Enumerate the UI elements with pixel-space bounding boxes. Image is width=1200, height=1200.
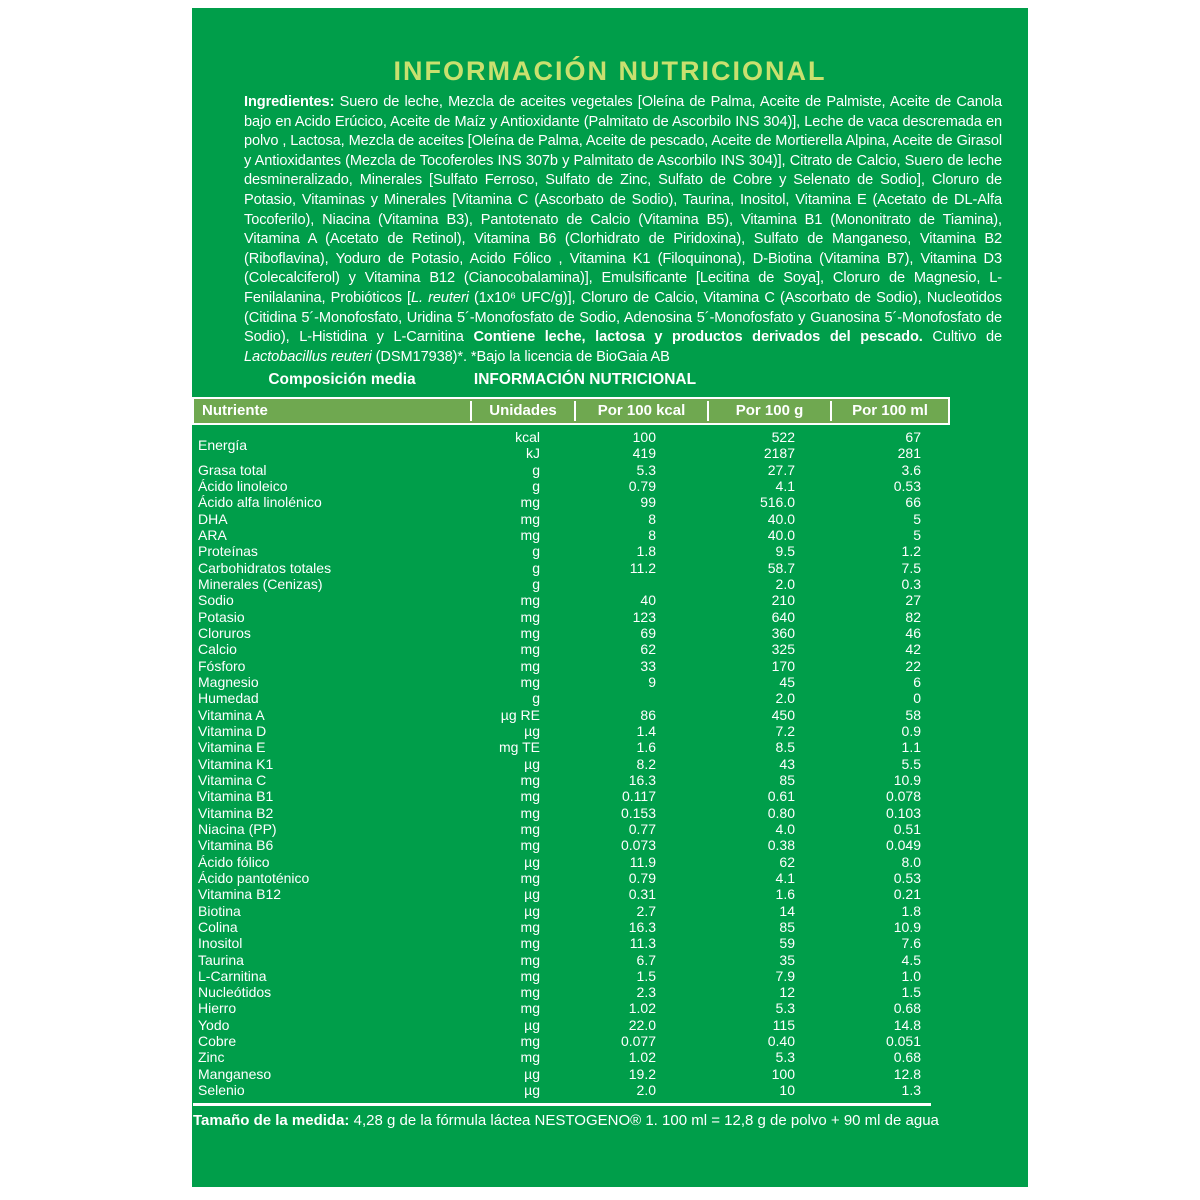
per-100-g-cell: 5.3 (775, 1000, 795, 1017)
per-100-kcal-cell: 33 (640, 657, 656, 674)
nutrient-name-cell: Vitamina A (198, 706, 265, 723)
nutrient-name-cell: Humedad (198, 690, 259, 707)
per-100-kcal-cell: 0.79 (628, 869, 656, 886)
per-100-ml-cell: 58 (905, 706, 921, 723)
per-100-ml-cell: 42 (905, 641, 921, 658)
nutrient-name-cell: DHA (198, 510, 228, 527)
table-row (192, 674, 950, 690)
unit-cell: kcal (515, 429, 540, 445)
nutrient-name-cell: Ácido fólico (198, 853, 270, 870)
per-100-ml-cell: 281 (897, 445, 921, 462)
unit-cell: mg (520, 788, 540, 805)
per-100-kcal-cell: 11.9 (629, 853, 656, 870)
per-100-kcal-cell: 0.077 (620, 1033, 656, 1050)
nutrient-name-cell: Selenio (198, 1082, 245, 1099)
nutrient-name-cell: Manganeso (198, 1065, 272, 1082)
table-row (192, 772, 950, 788)
unit-cell: mg (520, 771, 540, 788)
nutrient-name-cell: ARA (198, 526, 227, 543)
unit-cell: kJ (526, 445, 540, 462)
cultivo-suffix: (DSM17938)*. (371, 348, 467, 365)
table-row (192, 690, 950, 706)
per-100-ml-cell: 0.68 (893, 1049, 921, 1066)
unit-cell: µg (524, 755, 540, 772)
per-100-g-cell: 170 (771, 657, 795, 674)
nutrient-name-cell: Niacina (PP) (198, 820, 277, 837)
per-100-g-cell: 5.3 (775, 1049, 795, 1066)
per-100-kcal-cell: 86 (640, 706, 656, 723)
per-100-ml-cell: 0.3 (901, 575, 921, 592)
license-note: *Bajo la licencia de BioGaia AB (466, 348, 670, 365)
nutrient-name-cell: Cloruros (198, 624, 251, 641)
per-100-kcal-cell: 11.2 (629, 559, 656, 576)
table-row (192, 870, 950, 886)
per-100-kcal-cell: 0.153 (620, 804, 656, 821)
unit-cell: mg (520, 820, 540, 837)
per-100-ml-cell: 0.51 (893, 820, 921, 837)
energy-row-label: Energía (198, 437, 248, 453)
per-100-kcal-cell: 123 (632, 608, 656, 625)
per-100-g-cell: 40.0 (767, 526, 795, 543)
per-100-kcal-cell (540, 576, 656, 592)
per-100-kcal-cell: 9 (648, 673, 656, 690)
unit-cell: µg (524, 1082, 540, 1099)
per-100-ml-cell: 0.53 (893, 477, 921, 494)
ingredients-lreuteri-italic: L. reuteri (410, 289, 469, 306)
nutrient-name-cell: Proteínas (198, 543, 258, 560)
per-100-g-cell: 360 (771, 624, 795, 641)
table-row (192, 658, 950, 674)
per-100-kcal-cell: 6.7 (636, 951, 656, 968)
column-header-nutrient: Nutriente (202, 402, 268, 419)
unit-cell: mg (520, 592, 540, 609)
per-100-g-cell: 325 (771, 641, 795, 658)
ingredients-label: Ingredientes: (244, 94, 335, 110)
per-100-g-cell: 1.6 (775, 886, 795, 903)
unit-cell: µg (524, 722, 540, 739)
per-100-ml-cell: 4.5 (901, 951, 921, 968)
table-row (192, 935, 950, 951)
per-100-ml-cell: 0.049 (885, 837, 921, 854)
per-100-g-cell: 35 (779, 951, 795, 968)
nutrient-name-cell: Fósforo (198, 657, 246, 674)
per-100-kcal-cell: 11.3 (629, 935, 656, 952)
table-row (192, 919, 950, 935)
nutrient-name-cell: L-Carnitina (198, 967, 267, 984)
nutrient-name-cell: Inositol (198, 935, 243, 952)
per-100-ml-cell: 27 (905, 592, 921, 609)
unit-cell: mg (520, 918, 540, 935)
per-100-g-cell: 516.0 (759, 494, 795, 511)
table-row (192, 1017, 950, 1033)
table-section-title: INFORMACIÓN NUTRICIONAL (473, 371, 697, 388)
nutrient-name-cell: Vitamina D (198, 722, 267, 739)
per-100-g-cell: 7.2 (775, 722, 795, 739)
per-100-g-cell: 100 (771, 1065, 795, 1082)
table-row (192, 527, 950, 543)
unit-cell: g (532, 477, 540, 494)
unit-cell: mg (520, 526, 540, 543)
per-100-ml-cell: 0.68 (893, 1000, 921, 1017)
nutrient-name-cell: Vitamina B6 (198, 837, 274, 854)
unit-cell: mg (520, 837, 540, 854)
per-100-ml-cell: 46 (905, 624, 921, 641)
unit-cell: µg (524, 1016, 540, 1033)
table-row (192, 756, 950, 772)
table-row (192, 854, 950, 870)
unit-cell: mg TE (499, 739, 540, 756)
per-100-ml-cell: 0 (913, 690, 921, 707)
per-100-g-cell: 40.0 (767, 510, 795, 527)
per-100-ml-cell: 14.8 (893, 1016, 921, 1033)
per-100-ml-cell: 67 (905, 429, 921, 445)
column-header-per-100-kcal: Por 100 kcal (574, 401, 707, 421)
nutrition-table (192, 429, 950, 1098)
unit-cell: mg (520, 869, 540, 886)
per-100-kcal-cell: 1.4 (636, 722, 656, 739)
per-100-kcal-cell: 1.5 (636, 967, 656, 984)
table-row (192, 707, 950, 723)
ingredients-text-1: Suero de leche, Mezcla de aceites vegetales [Oleína de Palma, Aceite de Palmiste, Aceite de Canola bajo en Acido Erúcico, Aceite de Maíz y Antioxidante (Palmitato de Ascorbilo INS 304)], Leche de vaca descremada en polvo , Lactosa, Mezcla de aceites [Oleína de Palma, Aceite de pescado, Aceite de Mortierella Alpina, Aceite de Girasol y Antioxidantes (Mezcla de Tocoferoles INS 307b y Palmitato de Ascorbilo INS 304)], Citrato de Calcio, Suero de leche desmineralizado, Minerales [Sulfato Ferroso, Sulfato de Zinc, Sulfato de Cobre y Selenato de Sodio], Cloruro de Potasio, Vitaminas y Minerales [Vitamina C (Ascorbato de Sodio), Taurina, Inositol, Vitamina E (Acetato de DL-Alfa Tocoferilo), Niacina (Vitamina B3), Pantotenato de Calcio (Vitamina B5), Vitamina B1 (Mononitrato de Tiamina), Vitamina A (Acetato de Retinol), Vitamina B6 (Clorhidrato de Piridoxina), Sulfato de Manganeso, Vitamina B2 (Riboflavina), Yoduro de Potasio, Acido Fólico , Vitamina K1 (Filoquinona), D-Biotina (Vitamina B7), Vitamina D3 (Colecalciferol) y Vitamina B12 (Cianocobalamina)], Emulsificante [Lecitina de Soya], Cloruro de Magnesio, L-Fenilalanina, Probióticos [ (244, 94, 1002, 306)
per-100-g-cell: 0.80 (767, 804, 795, 821)
table-row (192, 1082, 950, 1098)
table-row (192, 903, 950, 919)
unit-cell: g (532, 559, 540, 576)
unit-cell: mg (520, 951, 540, 968)
per-100-kcal-cell: 22.0 (628, 1016, 656, 1033)
per-100-ml-cell: 0.078 (885, 788, 921, 805)
column-header-per-100-g: Por 100 g (707, 401, 830, 421)
unit-cell: mg (520, 673, 540, 690)
nutrient-name-cell: Colina (198, 918, 238, 935)
serving-size-note (193, 1111, 950, 1131)
per-100-ml-cell: 12.8 (893, 1065, 921, 1082)
per-100-ml-cell: 0.9 (901, 722, 921, 739)
per-100-kcal-cell: 0.79 (628, 477, 656, 494)
per-100-g-cell: 59 (779, 935, 795, 952)
page-title: INFORMACIÓN NUTRICIONAL (393, 56, 827, 86)
table-row (192, 788, 950, 804)
per-100-kcal-cell: 1.8 (636, 543, 656, 560)
per-100-ml-cell: 1.8 (901, 902, 921, 919)
unit-cell: g (532, 461, 540, 478)
per-100-kcal-cell: 16.3 (628, 918, 656, 935)
per-100-g-cell: 8.5 (775, 739, 795, 756)
per-100-g-cell: 4.1 (775, 477, 795, 494)
nutrient-name-cell: Ácido linoleico (198, 477, 288, 494)
per-100-ml-cell: 22 (905, 657, 921, 674)
ingredients-paragraph (244, 93, 1002, 367)
unit-cell: g (532, 543, 540, 560)
table-row (192, 837, 950, 853)
per-100-g-cell: 0.38 (767, 837, 795, 854)
per-100-ml-cell: 0.051 (885, 1033, 921, 1050)
per-100-kcal-cell: 5.3 (636, 461, 656, 478)
per-100-kcal-cell: 16.3 (628, 771, 656, 788)
per-100-ml-cell: 5 (913, 526, 921, 543)
per-100-g-cell: 85 (779, 771, 795, 788)
nutrient-name-cell: Calcio (198, 641, 237, 658)
table-row (192, 739, 950, 755)
per-100-ml-cell: 1.5 (901, 984, 921, 1001)
column-header-per-100-ml: Por 100 ml (830, 401, 948, 421)
nutrient-name-cell: Biotina (198, 902, 241, 919)
unit-cell: mg (520, 657, 540, 674)
unit-cell: mg (520, 608, 540, 625)
nutrient-name-cell: Carbohidratos totales (198, 559, 332, 576)
per-100-ml-cell: 82 (905, 608, 921, 625)
per-100-kcal-cell: 19.2 (628, 1065, 656, 1082)
per-100-kcal-cell: 40 (640, 592, 656, 609)
nutrient-name-cell: Vitamina E (198, 739, 266, 756)
unit-cell: µg RE (500, 706, 540, 723)
nutrient-name-cell: Magnesio (198, 673, 259, 690)
table-row (192, 560, 950, 576)
per-100-kcal-cell: 2.3 (636, 984, 656, 1001)
unit-cell: mg (520, 494, 540, 511)
unit-cell: µg (524, 853, 540, 870)
unit-cell: µg (524, 886, 540, 903)
per-100-ml-cell: 7.5 (901, 559, 921, 576)
per-100-ml-cell: 6 (913, 673, 921, 690)
composition-label: Composición media (268, 371, 416, 388)
table-row (192, 478, 950, 494)
footer-divider (193, 1103, 931, 1106)
per-100-kcal-cell: 0.77 (628, 820, 656, 837)
nutrient-name-cell: Zinc (198, 1049, 225, 1066)
per-100-ml-cell: 3.6 (901, 461, 921, 478)
table-row (192, 429, 950, 445)
per-100-kcal-cell: 100 (632, 429, 656, 445)
per-100-g-cell: 4.0 (775, 820, 795, 837)
nutrient-name-cell: Hierro (198, 1000, 237, 1017)
per-100-g-cell: 7.9 (775, 967, 795, 984)
per-100-g-cell: 2187 (763, 445, 795, 462)
per-100-ml-cell: 66 (905, 494, 921, 511)
table-row (192, 723, 950, 739)
nutrient-name-cell: Ácido pantoténico (198, 869, 310, 886)
per-100-kcal-cell: 8.2 (636, 755, 656, 772)
per-100-kcal-cell: 0.073 (620, 837, 656, 854)
unit-cell: mg (520, 1033, 540, 1050)
table-row (192, 952, 950, 968)
per-100-kcal-cell: 0.117 (622, 788, 656, 805)
table-row (192, 805, 950, 821)
table-row (192, 494, 950, 510)
unit-cell: mg (520, 984, 540, 1001)
per-100-ml-cell: 1.0 (901, 967, 921, 984)
table-row (192, 511, 950, 527)
table-row (192, 641, 950, 657)
nutrient-name-cell: Vitamina C (198, 771, 267, 788)
per-100-g-cell: 58.7 (767, 559, 795, 576)
per-100-kcal-cell: 1.02 (628, 1049, 656, 1066)
nutrient-name-cell: Vitamina B12 (198, 886, 282, 903)
table-row (192, 625, 950, 641)
cultivo-species-italic: Lactobacillus reuteri (244, 348, 372, 365)
per-100-kcal-cell: 69 (640, 624, 656, 641)
unit-cell: µg (524, 902, 540, 919)
per-100-kcal-cell: 0.31 (628, 886, 656, 903)
unit-cell: mg (520, 1000, 540, 1017)
nutrient-name-cell: Yodo (198, 1016, 230, 1033)
per-100-kcal-cell: 2.0 (636, 1082, 656, 1099)
per-100-g-cell: 4.1 (775, 869, 795, 886)
per-100-g-cell: 85 (779, 918, 795, 935)
per-100-kcal-cell: 8 (648, 526, 656, 543)
table-row (192, 592, 950, 608)
column-header-units: Unidades (470, 401, 574, 421)
nutrient-name-cell: Vitamina B1 (198, 788, 274, 805)
per-100-g-cell: 12 (779, 984, 795, 1001)
per-100-g-cell: 43 (779, 755, 795, 772)
allergen-statement: Contiene leche, lactosa y productos derivados del pescado. (473, 329, 923, 346)
unit-cell: mg (520, 935, 540, 952)
table-row (192, 609, 950, 625)
per-100-g-cell: 45 (779, 673, 795, 690)
per-100-kcal-cell (540, 690, 656, 706)
unit-cell: g (532, 690, 540, 707)
table-row (192, 1049, 950, 1065)
per-100-g-cell: 2.0 (775, 690, 795, 707)
per-100-g-cell: 210 (771, 592, 795, 609)
unit-cell: mg (520, 510, 540, 527)
per-100-kcal-cell: 1.6 (636, 739, 656, 756)
per-100-g-cell: 9.5 (775, 543, 795, 560)
per-100-g-cell: 27.7 (767, 461, 795, 478)
unit-cell: g (532, 575, 540, 592)
per-100-ml-cell: 0.53 (893, 869, 921, 886)
per-100-g-cell: 10 (779, 1082, 795, 1099)
unit-cell: mg (520, 641, 540, 658)
per-100-ml-cell: 10.9 (893, 771, 921, 788)
per-100-ml-cell: 5 (913, 510, 921, 527)
cultivo-prefix: Cultivo de (922, 329, 1002, 346)
table-row (192, 576, 950, 592)
table-row (192, 886, 950, 902)
nutrient-name-cell: Minerales (Cenizas) (198, 575, 323, 592)
nutrient-name-cell: Grasa total (198, 461, 267, 478)
per-100-g-cell: 0.40 (767, 1033, 795, 1050)
per-100-kcal-cell: 419 (632, 445, 656, 462)
unit-cell: mg (520, 1049, 540, 1066)
nutrient-name-cell: Vitamina K1 (198, 755, 274, 772)
per-100-kcal-cell: 8 (648, 510, 656, 527)
ingredients-text-2: (1x10⁶ UFC/g)], Cloruro de Calcio, Vitamina C (Ascorbato de Sodio), Nucleotidos (Citidina 5´-Monofosfato, Uridina 5´-Monofosfato de Sodio, Adenosina 5´-Monofosfato y Guanosina 5´-Monofosfato de Sodio), L-Histidina y L-Carnitina (244, 289, 1002, 346)
per-100-g-cell: 640 (771, 608, 795, 625)
nutrient-name-cell: Potasio (198, 608, 245, 625)
per-100-ml-cell: 1.1 (901, 739, 921, 756)
per-100-ml-cell: 5.5 (901, 755, 921, 772)
per-100-kcal-cell: 62 (640, 641, 656, 658)
unit-cell: mg (520, 967, 540, 984)
per-100-ml-cell: 8.0 (901, 853, 921, 870)
table-row (192, 445, 950, 461)
table-row (192, 543, 950, 559)
table-row (192, 984, 950, 1000)
unit-cell: µg (524, 1065, 540, 1082)
serving-size-label: Tamaño de la medida: (193, 1112, 350, 1129)
per-100-g-cell: 0.61 (767, 788, 795, 805)
per-100-ml-cell: 0.103 (885, 804, 921, 821)
nutrient-name-cell: Vitamina B2 (198, 804, 274, 821)
nutrient-name-cell: Sodio (198, 592, 234, 609)
nutrient-name-cell: Cobre (198, 1033, 237, 1050)
per-100-g-cell: 522 (771, 429, 795, 445)
table-row (192, 1066, 950, 1082)
per-100-ml-cell: 1.3 (901, 1082, 921, 1099)
energy-row-group (192, 429, 950, 462)
per-100-ml-cell: 1.2 (901, 543, 921, 560)
nutrient-name-cell: Nucleótidos (198, 984, 272, 1001)
per-100-g-cell: 115 (772, 1016, 795, 1033)
table-row (192, 462, 950, 478)
table-row (192, 1000, 950, 1016)
per-100-g-cell: 62 (779, 853, 795, 870)
per-100-kcal-cell: 99 (640, 494, 656, 511)
per-100-kcal-cell: 1.02 (628, 1000, 656, 1017)
per-100-kcal-cell: 2.7 (636, 902, 656, 919)
nutrient-rows (192, 462, 950, 1099)
per-100-g-cell: 2.0 (775, 575, 795, 592)
per-100-g-cell: 14 (779, 902, 795, 919)
table-row (192, 821, 950, 837)
nutrition-label-panel (192, 8, 1028, 1187)
table-row (192, 968, 950, 984)
unit-cell: mg (520, 624, 540, 641)
unit-cell: mg (520, 804, 540, 821)
serving-size-text: 4,28 g de la fórmula láctea NESTOGENO® 1. 100 ml = 12,8 g de polvo + 90 ml de agua (349, 1112, 939, 1129)
per-100-ml-cell: 7.6 (901, 935, 921, 952)
nutrient-name-cell: Taurina (198, 951, 244, 968)
per-100-g-cell: 450 (771, 706, 795, 723)
per-100-ml-cell: 0.21 (893, 886, 921, 903)
per-100-ml-cell: 10.9 (893, 918, 921, 935)
table-header-row (192, 397, 950, 425)
table-row (192, 1033, 950, 1049)
nutrient-name-cell: Ácido alfa linolénico (198, 494, 322, 511)
